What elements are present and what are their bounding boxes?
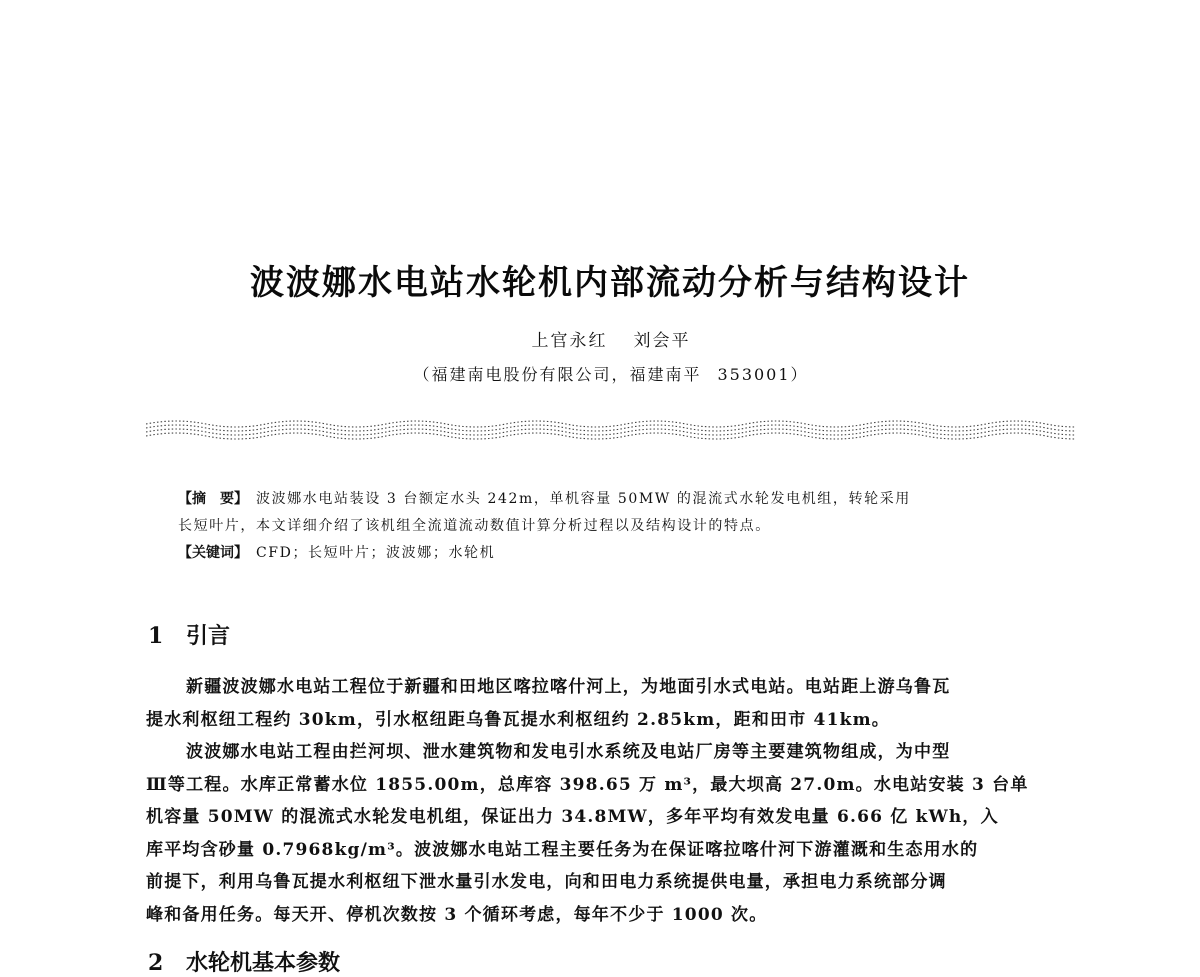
- section-heading: [148, 619, 230, 650]
- section-body: [146, 671, 1082, 931]
- abstract-line: [178, 513, 1058, 540]
- abstract-block: [178, 486, 1058, 567]
- body-line: 峰和备用任务。每天开、停机次数按 3 个循环考虑，每年不少于 1000 次。: [146, 904, 768, 925]
- body-line: Ⅲ等工程。水库正常蓄水位 1855.00m，总库容 398.65 万 m³，最大坝高 27.0m。水电站安装 3 台单: [146, 774, 1029, 795]
- keywords-text: CFD；长短叶片；波波娜；水轮机: [256, 545, 496, 561]
- section-number: 2: [148, 950, 164, 976]
- affiliation-org: （福建南电股份有限公司，福建南平: [413, 365, 702, 384]
- abstract-line: [178, 486, 1058, 513]
- decorative-wave-divider: [146, 416, 1076, 444]
- section-title: 引言: [186, 624, 231, 649]
- abstract-text: 长短叶片，本文详细介绍了该机组全流道流动数值计算分析过程以及结构设计的特点。: [178, 518, 771, 534]
- affiliation-postcode: 353001）: [717, 365, 809, 384]
- body-line: 提水利枢纽工程约 30km，引水枢纽距乌鲁瓦提水利枢纽约 2.85km，距和田市 41km。: [146, 709, 890, 730]
- body-line: 新疆波波娜水电站工程位于新疆和田地区喀拉喀什河上，为地面引水式电站。电站距上游乌鲁瓦: [186, 677, 951, 697]
- author-list: [0, 326, 1200, 351]
- author-name: 上官永红: [531, 331, 608, 351]
- paper-title: 波波娜水电站水轮机内部流动分析与结构设计: [250, 263, 970, 303]
- body-line: 机容量 50MW 的混流式水轮发电机组，保证出力 34.8MW，多年平均有效发电量 6.66 亿 kWh，入: [146, 807, 999, 827]
- body-line: 前提下，利用乌鲁瓦提水利枢纽下泄水量引水发电，向和田电力系统提供电量，承担电力系统部分调: [146, 872, 947, 892]
- keywords-line: [178, 540, 1058, 567]
- body-line: 库平均含砂量 0.7968kg/m³。波波娜水电站工程主要任务为在保证喀拉喀什河下游灌溉和生态用水的: [146, 839, 979, 860]
- section-title: 水轮机基本参数: [186, 951, 341, 976]
- section-number: 1: [148, 623, 164, 649]
- body-line: 波波娜水电站工程由拦河坝、泄水建筑物和发电引水系统及电站厂房等主要建筑物组成，为中型: [186, 742, 951, 762]
- abstract-text: 波波娜水电站装设 3 台额定水头 242m，单机容量 50MW 的混流式水轮发电机组，转轮采用: [256, 491, 911, 507]
- affiliation: [0, 362, 1200, 385]
- keywords-label: 【关键词】: [178, 545, 248, 561]
- abstract-label: 【摘 要】: [178, 491, 248, 507]
- author-name: 刘会平: [633, 331, 691, 351]
